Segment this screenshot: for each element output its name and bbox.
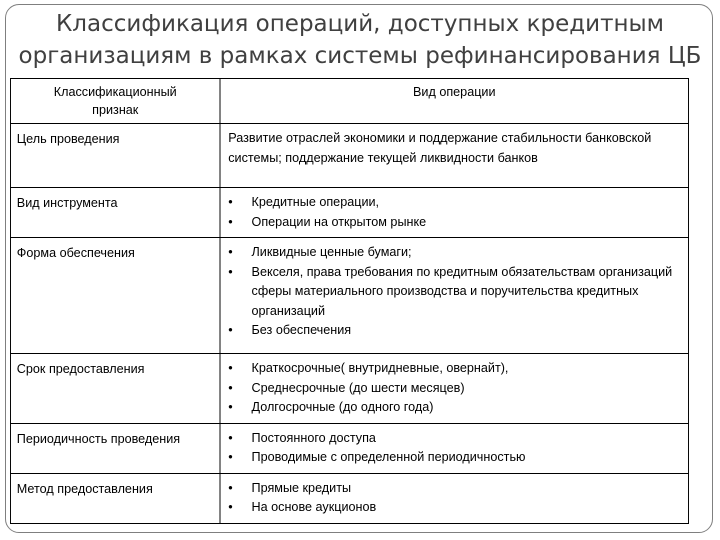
bullet-list <box>228 192 682 231</box>
row-value <box>220 188 689 238</box>
list-item: • Кредитные операции, <box>228 192 682 212</box>
bullet-list <box>228 428 682 467</box>
list-item: • Краткосрочные( внутридневные, овернайт), <box>228 358 682 378</box>
row-value <box>220 354 689 424</box>
table-row <box>10 238 688 354</box>
list-item: • Проводимые с определенной периодичностью <box>228 447 682 467</box>
row-value <box>220 124 689 188</box>
table-row <box>10 473 688 523</box>
bullet-list <box>228 478 682 517</box>
list-item: • Без обеспечения <box>228 320 682 340</box>
list-item: • Среднесрочные (до шести месяцев) <box>228 378 682 398</box>
table-row <box>10 188 688 238</box>
bullet-list <box>228 358 682 417</box>
list-item: • Долгосрочные (до одного года) <box>228 397 682 417</box>
table-row <box>10 423 688 473</box>
header-left-line-1: Классификационный <box>53 84 177 99</box>
row-label: Срок предоставления <box>10 354 220 424</box>
slide-title-line-1: Классификация операций, доступных кредитным <box>55 11 665 37</box>
row-value <box>220 423 689 473</box>
row-label: Вид инструмента <box>10 188 220 238</box>
table-row <box>10 354 688 424</box>
slide-title-line-2: организациям в рамках системы рефинансирования ЦБ <box>18 43 702 69</box>
header-left-line-2: признак <box>92 102 139 117</box>
list-item: • Операции на открытом рынке <box>228 212 682 232</box>
list-item: • Ликвидные ценные бумаги; <box>228 242 682 262</box>
list-item: • Векселя, права требования по кредитным обязательствам организаций сферы материального производства и поручительства кредитных организаций <box>228 262 682 321</box>
table-row <box>10 124 688 188</box>
row-value <box>220 238 689 354</box>
header-classification-feature <box>10 79 220 124</box>
bullet-list <box>228 242 682 340</box>
list-item: • Прямые кредиты <box>228 478 682 498</box>
header-operation-type: Вид операции <box>220 79 689 124</box>
row-label: Форма обеспечения <box>10 238 220 354</box>
table-header-row <box>10 79 688 124</box>
slide-title <box>0 8 720 72</box>
row-label: Метод предоставления <box>10 473 220 523</box>
row-label: Периодичность проведения <box>10 423 220 473</box>
list-item: • На основе аукционов <box>228 497 682 517</box>
list-item: • Постоянного доступа <box>228 428 682 448</box>
row-value <box>220 473 689 523</box>
row-label: Цель проведения <box>10 124 220 188</box>
row-text: Развитие отраслей экономики и поддержание стабильности банковской системы; поддержание текущей ликвидности банков <box>228 130 652 165</box>
operations-table <box>10 78 689 524</box>
